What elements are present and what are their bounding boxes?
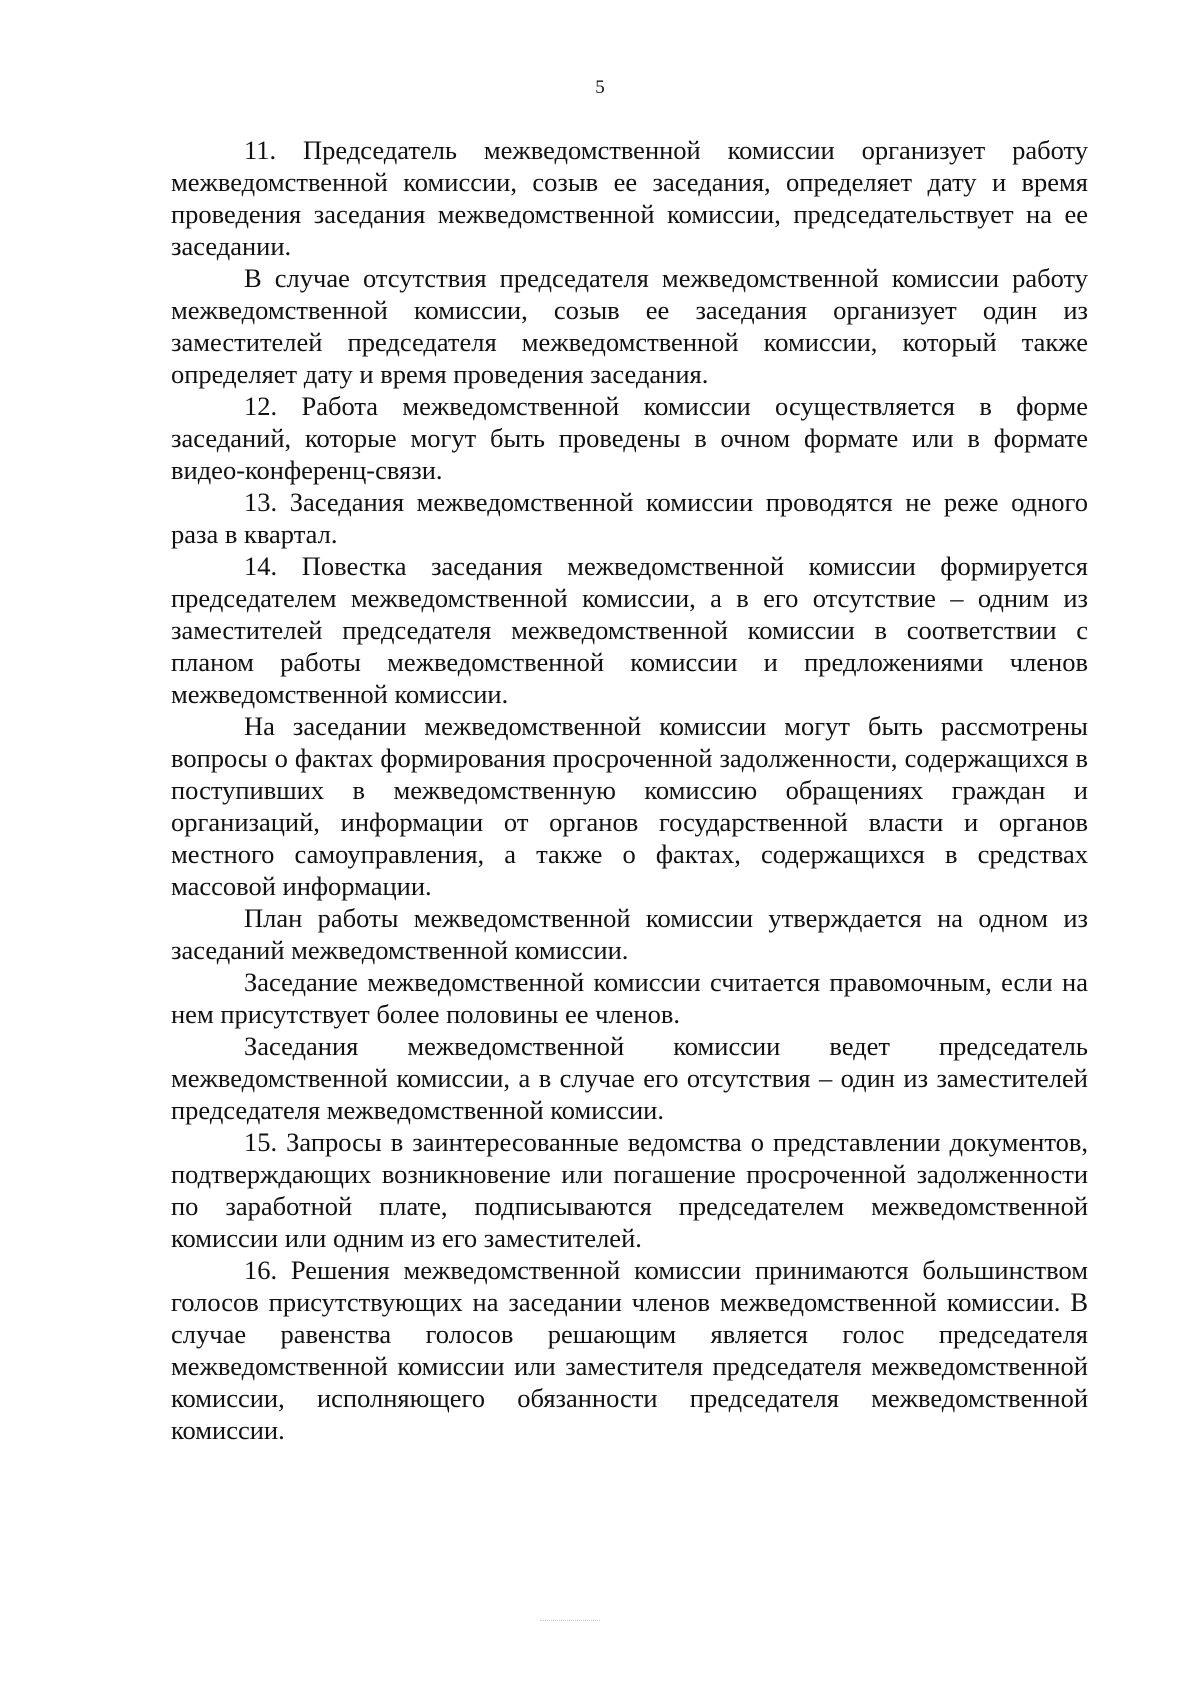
- page-number: 5: [595, 77, 605, 98]
- paragraph-14-quorum: Заседание межведомственной комиссии считается правомочным, если на нем присутствует более половины ее членов.: [171, 967, 1088, 1029]
- paragraph-14-chair: Заседания межведомственной комиссии ведет председатель межведомственной комиссии, а в случае его отсутствия – один из заместителей председателя межведомственной комиссии.: [171, 1031, 1088, 1125]
- paragraph-14-questions: На заседании межведомственной комиссии могут быть рассмотрены вопросы о фактах формирования просроченной задолженности, содержащихся в поступивших в межведомственную комиссию обращениях граждан и организаций, информации от органов государственной власти и органов местного самоуправления, а также о фактах, содержащихся в средствах массовой информации.: [171, 711, 1088, 901]
- paragraph-14: 14. Повестка заседания межведомственной комиссии формируется председателем межведомственной комиссии, а в его отсутствие – одним из заместителей председателя межведомственной комиссии в соответствии с планом работы межведомственной комиссии и предложениями членов межведомственной комиссии.: [171, 551, 1088, 709]
- paragraph-14-plan: План работы межведомственной комиссии утверждается на одном из заседаний межведомственной комиссии.: [171, 903, 1088, 965]
- paragraph-12: 12. Работа межведомственной комиссии осуществляется в форме заседаний, которые могут быть проведены в очном формате или в формате видео-конференц-связи.: [171, 391, 1088, 485]
- paragraph-11: 11. Председатель межведомственной комиссии организует работу межведомственной комиссии, созыв ее заседания, определяет дату и время проведения заседания межведомственной комиссии, председательствует на ее заседании.: [171, 135, 1088, 261]
- paragraph-13: 13. Заседания межведомственной комиссии проводятся не реже одного раза в квартал.: [171, 487, 1088, 549]
- paragraph-15: 15. Запросы в заинтересованные ведомства о представлении документов, подтверждающих возникновение или погашение просроченной задолженности по заработной плате, подписываются председателем межведомственной комиссии или одним из его заместителей.: [171, 1127, 1088, 1253]
- paragraph-16: 16. Решения межведомственной комиссии принимаются большинством голосов присутствующих на заседании членов межведомственной комиссии. В случае равенства голосов решающим является голос председателя межведомственной комиссии или заместителя председателя межведомственной комиссии, исполняющего обязанности председателя межведомственной комиссии.: [171, 1255, 1088, 1445]
- paragraph-11-absence: В случае отсутствия председателя межведомственной комиссии работу межведомственной комиссии, созыв ее заседания организует один из заместителей председателя межведомственной комиссии, который также определяет дату и время проведения заседания.: [171, 263, 1088, 389]
- scan-artifact: [540, 1620, 600, 1622]
- document-body: [171, 134, 1088, 1446]
